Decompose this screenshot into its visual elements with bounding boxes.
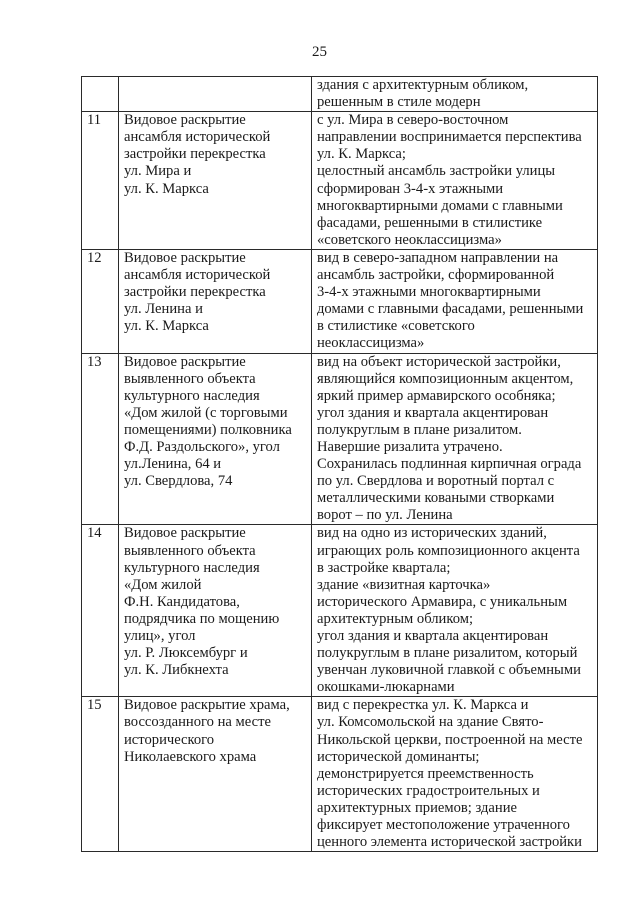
view-description-line: домами с главными фасадами, решенными — [317, 301, 584, 318]
view-description-cell — [312, 525, 598, 697]
view-description-line: «советского неоклассицизма» — [317, 231, 502, 248]
view-description-line: архитектурным обликом; — [317, 610, 474, 627]
table-row — [82, 525, 598, 697]
view-name-line: застройки перекрестка — [124, 284, 266, 301]
row-number-cell: 11 — [82, 112, 119, 250]
view-description-line: металлическими коваными створками — [317, 490, 555, 507]
view-name-line: «Дом жилой (с торговыми — [124, 404, 288, 421]
page-number: 25 — [312, 44, 327, 60]
view-name-line: ул. К. Либкнехта — [124, 662, 229, 679]
view-description-cell — [312, 353, 598, 525]
view-name-line: ул. Ленина и — [124, 301, 203, 318]
table-row — [82, 353, 598, 525]
view-description-line: исторического Армавира, с уникальным — [317, 593, 568, 610]
view-description-cell — [312, 697, 598, 852]
view-description-line: многоквартирными домами с главными — [317, 197, 563, 214]
view-name-line: Николаевского храма — [124, 748, 257, 765]
row-number-cell: 13 — [82, 353, 119, 525]
view-description-line: Навершие ризалита утрачено. — [317, 438, 503, 455]
view-description-line: по ул. Свердлова и воротный портал с — [317, 473, 555, 490]
view-name-line: Видовое раскрытие храма, — [124, 697, 290, 714]
view-name-line: подрядчика по мощению — [124, 610, 280, 627]
view-name-line: исторического — [124, 731, 215, 748]
view-description-line: в застройке квартала; — [317, 559, 451, 576]
view-description-line: окошками-люкарнами — [317, 679, 455, 696]
view-name-line: выявленного объекта — [124, 370, 256, 387]
table-row — [82, 249, 598, 353]
view-description-line: направлении воспринимается перспектива — [317, 129, 582, 146]
view-description-line: полукруглым в плане ризалитом, который — [317, 645, 578, 662]
view-name-line: ул. Свердлова, 74 — [124, 473, 233, 490]
view-description-line: полукруглым в плане ризалитом. — [317, 421, 522, 438]
view-description-line: Никольской церкви, построенной на месте — [317, 731, 583, 748]
view-name-line: Видовое раскрытие — [124, 353, 246, 370]
view-description-line: в стилистике «советского — [317, 318, 475, 335]
view-description-line: играющих роль композиционного акцента — [317, 542, 580, 559]
view-description-line: неоклассицизма» — [317, 335, 425, 352]
table-body — [82, 77, 598, 852]
view-name-line: ул.Ленина, 64 и — [124, 456, 222, 473]
view-name-line: помещениями) полковника — [124, 421, 292, 438]
view-description-line: исторических градостроительных и — [317, 782, 540, 799]
view-name-cell — [119, 112, 312, 250]
row-number-cell: 14 — [82, 525, 119, 697]
view-name-line: ул. Р. Люксембург и — [124, 645, 248, 662]
view-name-line: Ф.Н. Кандидатова, — [124, 593, 240, 610]
view-description-line: угол здания и квартала акцентирован — [317, 628, 549, 644]
view-description-line: ул. Комсомольской на здание Свято- — [317, 714, 544, 731]
view-description-line: решенным в стиле модерн — [317, 94, 481, 111]
view-description-line: архитектурных приемов; здание — [317, 799, 517, 816]
view-description-line: фиксирует местоположение утраченного — [317, 817, 570, 834]
view-name-cell — [119, 77, 312, 112]
view-name-line: ул. К. Маркса — [124, 318, 209, 335]
view-description-line: исторической доминанты; — [317, 748, 480, 765]
view-description-line: здание «визитная карточка» — [317, 576, 491, 593]
view-description-cell — [312, 249, 598, 353]
view-description-line: ценного элемента исторической застройки — [317, 834, 582, 851]
row-number-cell — [82, 77, 119, 112]
table-row — [82, 697, 598, 852]
view-description-line: яркий пример армавирского особняка; — [317, 387, 556, 404]
row-number-cell: 15 — [82, 697, 119, 852]
view-name-line: выявленного объекта — [124, 542, 256, 559]
view-name-line: ул. К. Маркса — [124, 180, 209, 197]
view-name-line: Видовое раскрытие — [124, 525, 246, 542]
view-description-line: фасадами, решенными в стилистике — [317, 214, 543, 231]
view-name-cell — [119, 249, 312, 353]
view-name-line: ул. Мира и — [124, 163, 192, 180]
view-description-line: являющийся композиционным акцентом, — [317, 370, 574, 387]
view-description-line: вид с перекрестка ул. К. Маркса и — [317, 697, 529, 714]
view-name-line: «Дом жилой — [124, 576, 202, 593]
view-description-line: угол здания и квартала акцентирован — [317, 404, 549, 421]
view-name-line: культурного наследия — [124, 387, 260, 404]
view-description-line: с ул. Мира в северо-восточном — [317, 112, 509, 129]
view-name-cell — [119, 525, 312, 697]
table-row — [82, 77, 598, 112]
view-description-line: вид в северо-западном направлении на — [317, 249, 559, 266]
view-name-cell — [119, 697, 312, 852]
view-description-line: целостный ансамбль застройки улицы — [317, 163, 556, 180]
view-name-line: воссозданного на месте — [124, 714, 271, 731]
view-description-line: сформирован 3-4-х этажными — [317, 180, 504, 197]
table-row — [82, 112, 598, 250]
view-name-line: Ф.Д. Раздольского», угол — [124, 438, 280, 455]
view-description-line: здания с архитектурным обликом, — [317, 77, 529, 93]
view-name-line: Видовое раскрытие — [124, 249, 246, 266]
view-name-line: ансамбля исторической — [124, 267, 271, 284]
view-description-line: 3-4-х этажными многоквартирными — [317, 284, 541, 301]
view-description-line: вид на объект исторической застройки, — [317, 353, 561, 370]
view-name-line: застройки перекрестка — [124, 146, 266, 163]
view-name-line: ансамбля исторической — [124, 129, 271, 146]
view-description-cell — [312, 112, 598, 250]
view-description-line: ул. К. Маркса; — [317, 146, 406, 163]
view-description-line: ансамбль застройки, сформированной — [317, 267, 555, 284]
view-description-line: ворот – по ул. Ленина — [317, 507, 453, 524]
view-name-line: улиц», угол — [124, 628, 196, 644]
view-name-line: Видовое раскрытие — [124, 112, 246, 129]
view-name-cell — [119, 353, 312, 525]
view-description-line: увенчан луковичной главкой с объемными — [317, 662, 581, 679]
view-description-cell — [312, 77, 598, 112]
view-description-line: демонстрируется преемственность — [317, 765, 534, 782]
view-name-line: культурного наследия — [124, 559, 260, 576]
view-description-line: вид на одно из исторических зданий, — [317, 525, 547, 542]
view-description-line: Сохранилась подлинная кирпичная ограда — [317, 456, 582, 473]
monuments-table — [81, 76, 598, 852]
row-number-cell: 12 — [82, 249, 119, 353]
